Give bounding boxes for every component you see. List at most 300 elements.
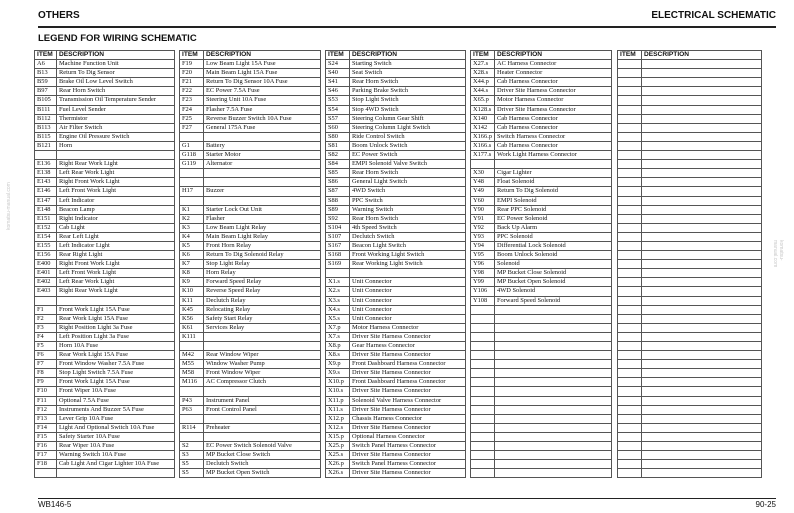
item-code: X9.p [326,360,350,369]
item-description: Boom Unlock Solenoid [495,251,612,260]
item-code [618,332,642,341]
table-row [35,296,175,305]
item-description [642,342,762,351]
item-description [642,405,762,414]
table-row [180,96,321,105]
item-description: MP Bucket Close Solenoid [495,269,612,278]
item-code: F14 [35,423,57,432]
item-description [57,151,175,160]
item-description: Cab Harness Connector [495,123,612,132]
item-code: F1 [35,305,57,314]
table-row [180,378,321,387]
item-code: F21 [180,78,204,87]
item-description: Steering Unit 10A Fuse [204,96,321,105]
table-row [471,314,612,323]
item-description: Starter Lock Out Unit [204,205,321,214]
table-row [180,260,321,269]
item-code: X128.s [471,105,495,114]
item-description: Flasher [204,214,321,223]
item-code: F19 [180,60,204,69]
item-description: Instrument Panel [204,396,321,405]
item-description: Driver Site Harness Connector [350,369,466,378]
item-code [471,451,495,460]
item-description [642,332,762,341]
table-row [326,141,466,150]
item-description: PPC Switch [350,196,466,205]
table-row [471,442,612,451]
item-description: Unit Connector [350,296,466,305]
table-row [180,151,321,160]
item-code [618,296,642,305]
item-description: Left Indicator Light [57,241,175,250]
item-description: Rear Horn Switch [350,214,466,223]
item-description: Warning Switch [350,205,466,214]
item-description [642,141,762,150]
table-row [326,405,466,414]
table-row [180,214,321,223]
item-code [471,442,495,451]
table-row [180,314,321,323]
table-row [471,378,612,387]
table-row [326,423,466,432]
item-code: F27 [180,123,204,132]
item-code: X166.s [471,141,495,150]
item-code: M42 [180,351,204,360]
description-column-header: DESCRIPTION [642,51,762,60]
table-row [326,432,466,441]
item-description: Safety Start Relay [204,314,321,323]
item-description [204,387,321,396]
table-row [326,96,466,105]
item-code: S82 [326,151,350,160]
item-code [180,342,204,351]
item-description [204,332,321,341]
item-description: Unit Connector [350,287,466,296]
table-row [471,241,612,250]
item-column-header: ITEM [326,51,350,60]
item-code [618,141,642,150]
item-code [618,223,642,232]
item-description [495,351,612,360]
table-row [180,205,321,214]
item-description: Stop Light Switch [350,96,466,105]
item-code [471,305,495,314]
item-code [180,132,204,141]
item-description [642,69,762,78]
item-code [618,78,642,87]
table-row [618,169,762,178]
table-row [180,451,321,460]
watermark-left: komatsu-manual.com [6,182,12,230]
item-code [618,360,642,369]
item-code: K111 [180,332,204,341]
item-description [204,342,321,351]
item-description: Left Indicator [57,196,175,205]
item-code: P43 [180,396,204,405]
table-row [180,387,321,396]
item-description [642,78,762,87]
item-code: K2 [180,214,204,223]
table-row [618,160,762,169]
table-row [180,423,321,432]
table-row [618,442,762,451]
item-description: Forward Speed Relay [204,278,321,287]
table-row [618,305,762,314]
item-code [618,241,642,250]
table-row [180,396,321,405]
item-description: Solenoid [495,260,612,269]
item-description: Front Working Light Switch [350,251,466,260]
item-code: K11 [180,296,204,305]
table-row [471,141,612,150]
item-code: E156 [35,251,57,260]
item-description: Rear Working Light Switch [350,260,466,269]
item-code: Y92 [471,223,495,232]
table-row [471,287,612,296]
item-code: S104 [326,223,350,232]
item-code: B105 [35,96,57,105]
item-code: E154 [35,232,57,241]
item-code: S92 [326,214,350,223]
table-row [326,332,466,341]
table-row [471,69,612,78]
footer-rule [38,498,776,499]
item-code [618,114,642,123]
table-row [35,414,175,423]
table-row [180,460,321,469]
item-description: Light And Optional Switch 10A Fuse [57,423,175,432]
item-description: Cab Light [57,223,175,232]
item-description: Chassis Harness Connector [350,414,466,423]
item-description: Declutch Relay [204,296,321,305]
item-description: Window Washer Pump [204,360,321,369]
item-description: Switch Harness Connector [495,132,612,141]
item-description: Fuel Level Sender [57,105,175,114]
item-description [642,432,762,441]
table-row [471,251,612,260]
item-code: K5 [180,241,204,250]
item-code: G118 [180,151,204,160]
item-description: Float Solenoid [495,178,612,187]
item-description: 4WD Solenoid [495,287,612,296]
legend-table-4 [470,50,612,478]
item-description [495,160,612,169]
item-code [618,96,642,105]
item-code [471,387,495,396]
item-description: Services Relay [204,323,321,332]
item-description: Return To Dig Sensor 10A Fuse [204,78,321,87]
table-row [326,442,466,451]
item-code [471,396,495,405]
item-code [471,314,495,323]
table-row [326,469,466,478]
item-code [618,132,642,141]
table-row [326,296,466,305]
table-row [618,451,762,460]
item-description: MP Bucket Close Switch [204,451,321,460]
table-row [35,114,175,123]
table-row [180,232,321,241]
item-description: Solenoid Valve Harness Connector [350,396,466,405]
table-row [35,269,175,278]
table-row [180,123,321,132]
item-code: F9 [35,378,57,387]
item-description: Motor Harness Connector [350,323,466,332]
table-row [618,332,762,341]
table-row [180,160,321,169]
item-description: Driver Site Harness Connector [350,405,466,414]
item-code: Y94 [471,241,495,250]
item-description: Front Work Light 15A Fuse [57,305,175,314]
item-code: X7.p [326,323,350,332]
table-row [35,378,175,387]
table-row [35,105,175,114]
table-row [471,414,612,423]
table-row [471,342,612,351]
item-code [618,396,642,405]
item-code [35,296,57,305]
table-row [471,305,612,314]
item-description: Motor Harness Connector [495,96,612,105]
item-code: X26.s [326,469,350,478]
item-description: Driver Site Harness Connector [350,351,466,360]
table-row [326,178,466,187]
item-column-header: ITEM [35,51,57,60]
item-code [618,205,642,214]
table-row [35,305,175,314]
table-row [618,432,762,441]
item-column-header: ITEM [471,51,495,60]
item-description: Driver Site Harness Connector [495,87,612,96]
table-row [35,160,175,169]
table-row [471,469,612,478]
table-row [471,232,612,241]
item-code [618,60,642,69]
item-code: X9.s [326,369,350,378]
page-number: 90-25 [755,500,776,509]
table-row [471,332,612,341]
item-description: EMPI Solenoid Valve Switch [350,160,466,169]
item-code: X7.s [326,332,350,341]
item-code: S167 [326,241,350,250]
table-row [35,196,175,205]
item-code [618,169,642,178]
table-row [471,105,612,114]
item-description: Horn 10A Fuse [57,342,175,351]
item-code: B115 [35,132,57,141]
table-row [180,278,321,287]
table-row [471,432,612,441]
item-code: B112 [35,114,57,123]
item-code [471,460,495,469]
table-row [180,432,321,441]
table-row [180,169,321,178]
table-row [180,405,321,414]
item-description [642,396,762,405]
item-description [642,369,762,378]
table-row [618,132,762,141]
item-description [642,414,762,423]
item-description: Back Up Alarm [495,223,612,232]
table-row [618,151,762,160]
item-code: F20 [180,69,204,78]
table-row [326,205,466,214]
table-row [618,314,762,323]
item-description: Front Window Washer 7.5A Fuse [57,360,175,369]
table-row [326,105,466,114]
item-code: X10.p [326,378,350,387]
item-description [642,132,762,141]
item-description: Relocating Relay [204,305,321,314]
table-row [326,323,466,332]
table-row [471,123,612,132]
item-code [618,196,642,205]
item-code: E155 [35,241,57,250]
item-description: Rear PPC Solenoid [495,205,612,214]
table-row [180,469,321,478]
item-description [495,360,612,369]
table-row [471,132,612,141]
item-code: S46 [326,87,350,96]
item-description [642,296,762,305]
item-description: Main Beam Light Relay [204,232,321,241]
item-description: Right Rear Work Light [57,287,175,296]
item-code [180,196,204,205]
item-description [495,442,612,451]
table-row [180,196,321,205]
table-row [471,151,612,160]
item-description: Work Light Harness Connector [495,151,612,160]
item-code: Y96 [471,260,495,269]
table-row [35,169,175,178]
table-row [471,60,612,69]
item-description: Reverse Buzzer Switch 10A Fuse [204,114,321,123]
item-description: Return To Dig Solenoid Relay [204,251,321,260]
item-description: Return To Dig Solenoid [495,187,612,196]
item-description: Transmission Oil Temperature Sender [57,96,175,105]
item-description: Unit Connector [350,305,466,314]
item-description [642,114,762,123]
item-code [471,432,495,441]
item-code: S57 [326,114,350,123]
table-row [326,305,466,314]
item-code: S84 [326,160,350,169]
item-code [618,351,642,360]
item-code [618,287,642,296]
table-row [471,360,612,369]
table-row [326,342,466,351]
table-row [180,141,321,150]
item-code [618,369,642,378]
item-description: EC Power Switch Solenoid Valve [204,442,321,451]
item-code: S87 [326,187,350,196]
item-code: F17 [35,451,57,460]
item-description: Driver Site Harness Connector [350,469,466,478]
item-code: X27.s [471,60,495,69]
item-description [642,314,762,323]
item-description: Heater Connector [495,69,612,78]
item-code: X28.s [471,69,495,78]
item-code: H17 [180,187,204,196]
description-column-header: DESCRIPTION [350,51,466,60]
item-code: X30 [471,169,495,178]
item-description: Instruments And Buzzer 5A Fuse [57,405,175,414]
item-code [471,360,495,369]
item-code: Y98 [471,269,495,278]
item-code [618,378,642,387]
table-row [471,187,612,196]
item-description [642,378,762,387]
watermark-right: komatsu-manual.com [772,240,784,268]
item-description [642,469,762,478]
item-description: 4th Speed Switch [350,223,466,232]
table-row [35,423,175,432]
item-code: P63 [180,405,204,414]
item-code [618,187,642,196]
item-description: Declutch Switch [204,460,321,469]
item-description [495,387,612,396]
table-row [471,351,612,360]
item-description [642,87,762,96]
item-description [642,105,762,114]
table-row [35,351,175,360]
item-description: Forward Speed Solenoid [495,296,612,305]
item-code [180,432,204,441]
description-column-header: DESCRIPTION [495,51,612,60]
table-row [618,396,762,405]
item-code: E403 [35,287,57,296]
table-row [326,187,466,196]
table-row [35,314,175,323]
table-row [618,360,762,369]
item-description: General Light Switch [350,178,466,187]
item-description: Stop Light Switch 7.5A Fuse [57,369,175,378]
table-row [618,214,762,223]
table-row [618,405,762,414]
table-header-row [35,51,175,60]
item-code [618,178,642,187]
legend-table-1 [34,50,175,478]
item-description [642,169,762,178]
item-code [618,151,642,160]
table-row [326,396,466,405]
table-row [326,132,466,141]
item-description: Declutch Switch [350,232,466,241]
item-description: Front Horn Relay [204,241,321,250]
table-row [618,278,762,287]
item-code [618,87,642,96]
item-description: Front Dashboard Harness Connector [350,378,466,387]
table-row [35,223,175,232]
table-row [326,351,466,360]
item-code: X15.p [326,432,350,441]
item-code [471,351,495,360]
item-code: K8 [180,269,204,278]
item-code: E138 [35,169,57,178]
item-code: S88 [326,196,350,205]
table-row [35,396,175,405]
table-row [180,442,321,451]
table-row [180,269,321,278]
item-code: Y49 [471,187,495,196]
item-code [618,405,642,414]
table-row [471,96,612,105]
item-code [471,378,495,387]
table-row [180,305,321,314]
item-description: Left Rear Work Light [57,278,175,287]
item-description: Gear Harness Connector [350,342,466,351]
item-code: S60 [326,123,350,132]
